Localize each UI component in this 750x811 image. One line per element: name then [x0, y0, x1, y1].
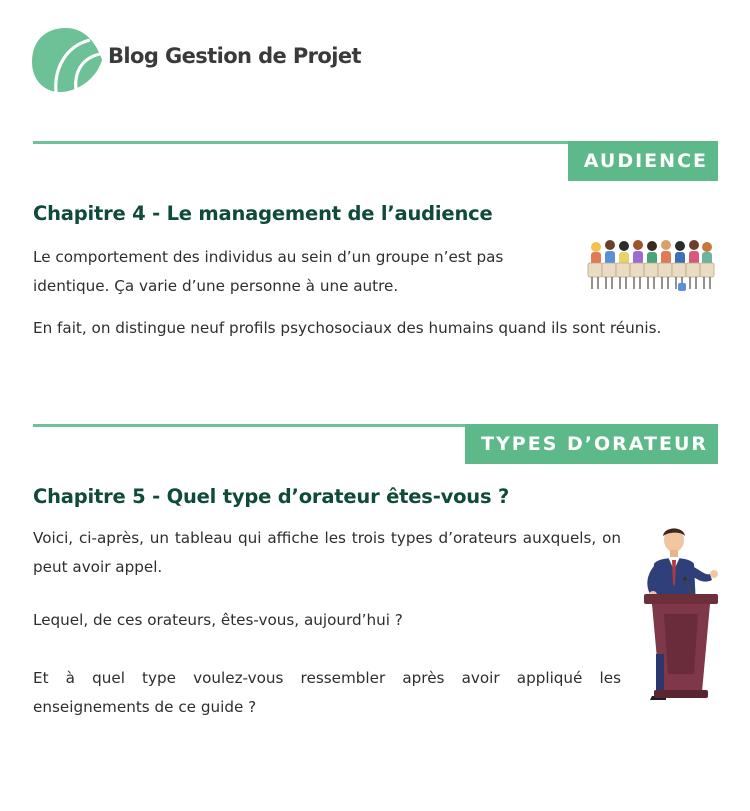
brand-name: Blog Gestion de Projet: [108, 44, 361, 68]
chapter-4-paragraph-2: En fait, on distingue neuf profils psychosociaux des humains quand ils sont réunis.: [33, 319, 662, 337]
speaker-at-podium-illustration: [640, 524, 720, 704]
seated-audience-illustration: [586, 237, 716, 297]
chapter-4-paragraph-1: Le comportement des individus au sein d’un groupe n’est pas identique. Ça varie d’une personne à une autre.: [33, 248, 504, 295]
section-tag-audience: AUDIENCE: [568, 141, 718, 181]
chapter-4-title: Chapitre 4 - Le management de l’audience: [33, 202, 493, 225]
section-divider: [33, 141, 633, 144]
section-tag-types-orateur: TYPES D’ORATEUR: [465, 424, 718, 464]
chapter-5-title: Chapitre 5 - Quel type d’orateur êtes-vous ?: [33, 485, 510, 508]
chapter-5-paragraph-3: Et à quel type voulez-vous ressembler après avoir appliqué les enseignements de ce guide ?: [33, 669, 621, 716]
chapter-5-paragraph-1: Voici, ci-après, un tableau qui affiche les trois types d’orateurs auxquels, on peut avoir appel.: [33, 529, 621, 576]
chapter-5-paragraph-2: Lequel, de ces orateurs, êtes-vous, aujourd’hui ?: [33, 611, 403, 629]
site-logo[interactable]: [30, 26, 360, 96]
leaf-logo-icon: [30, 26, 104, 94]
